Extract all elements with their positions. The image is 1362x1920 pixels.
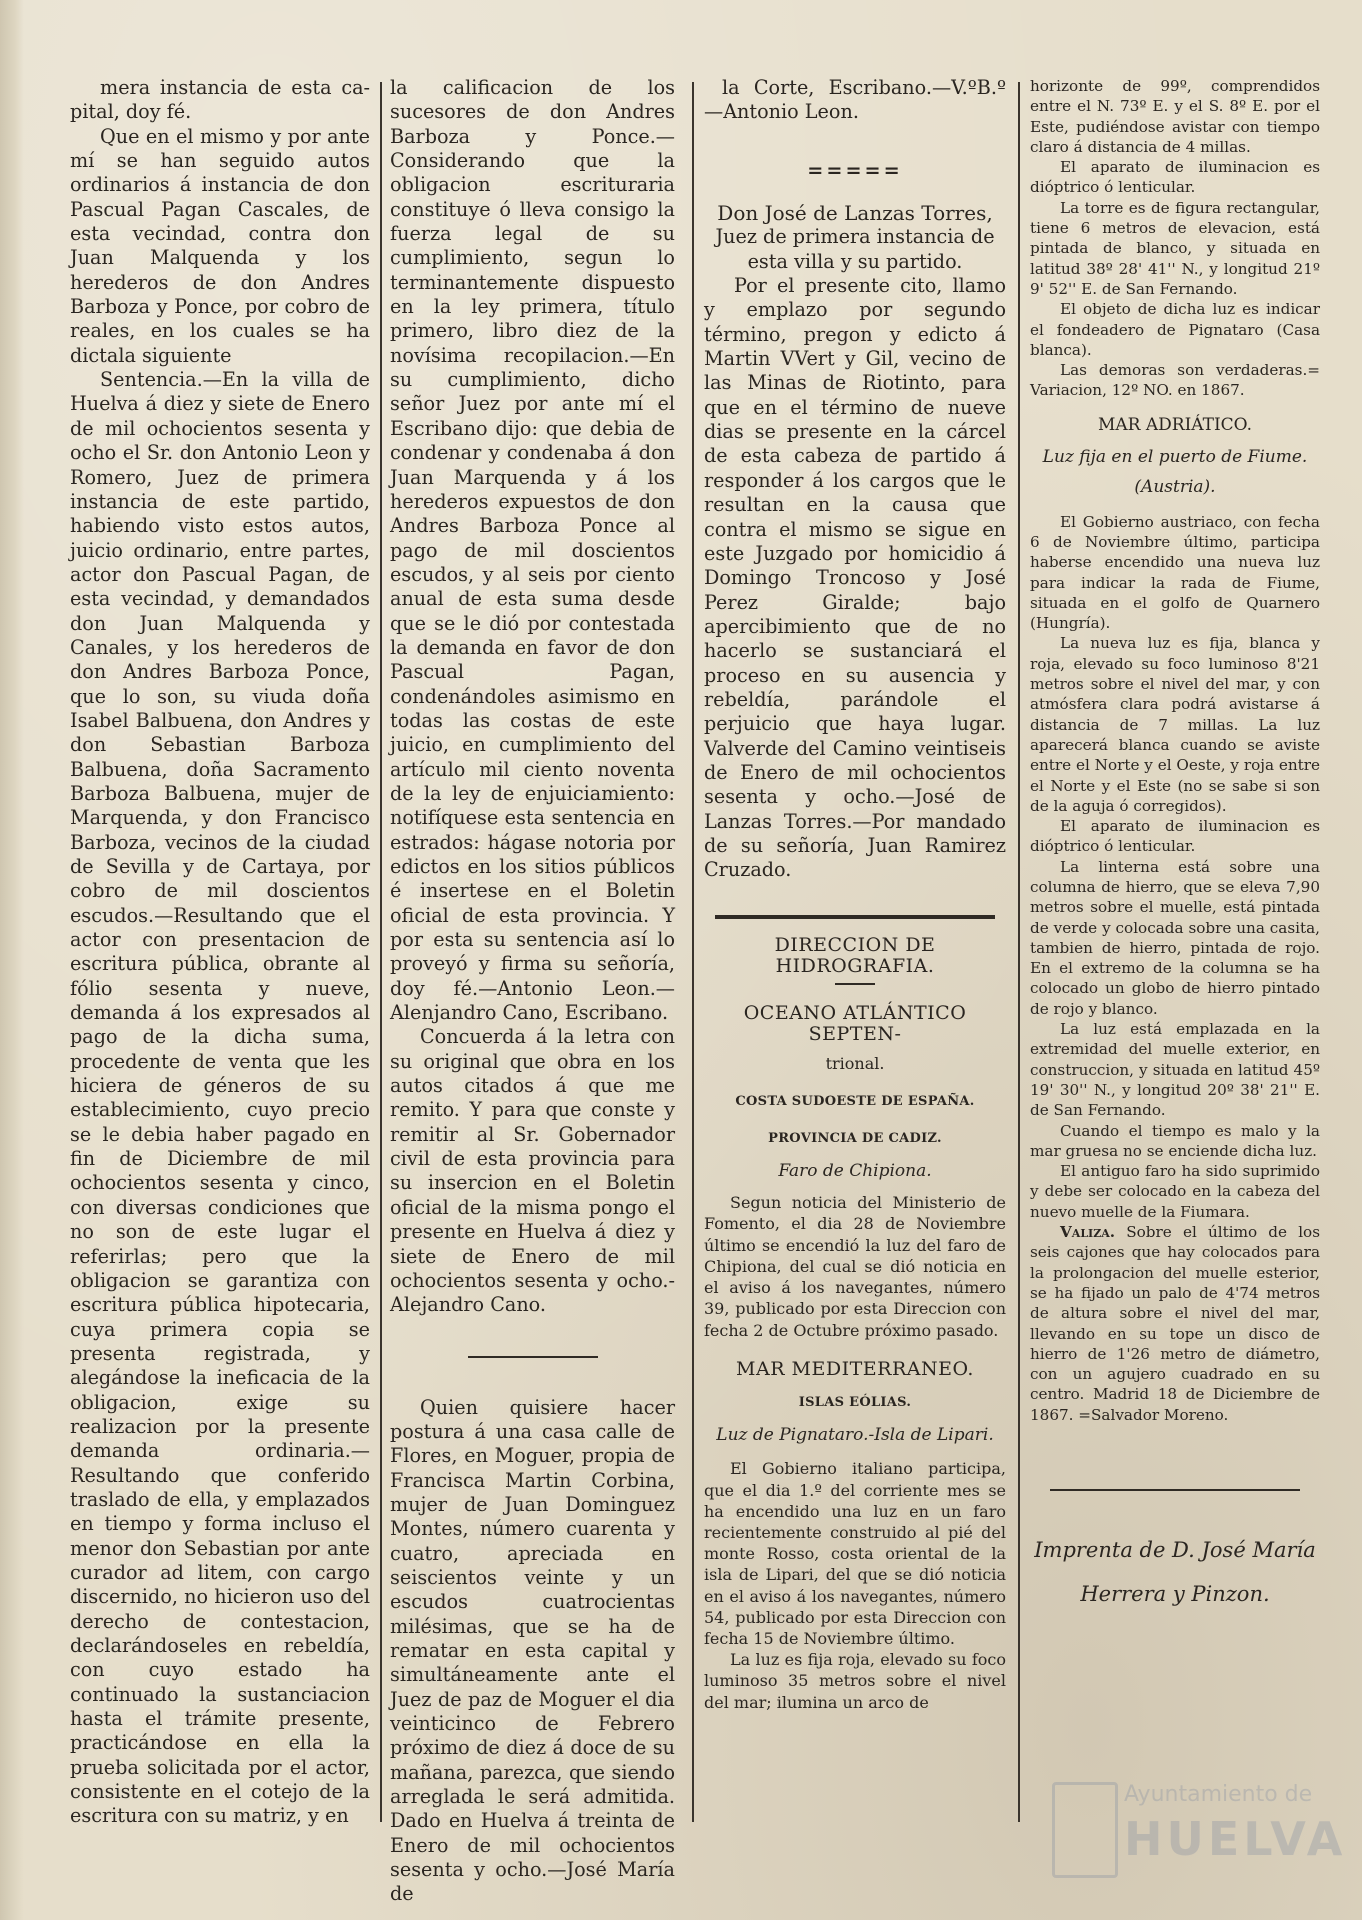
column-rule	[1018, 82, 1020, 1822]
column-4	[1030, 76, 1320, 1611]
notice-title: Don José de Lanzas Torres,	[717, 201, 993, 226]
paragraph: El aparato de iluminacion es dióptrico ó lenticular.	[1030, 817, 1320, 856]
paragraph: horizonte de 99º, comprendidos entre el N. 73º E. y el S. 8º E. por el Este, pudiéndose avistar con tiempo claro á distancia de 4 millas.	[1030, 77, 1320, 156]
paragraph: Que en el mismo y por ante mí se han seguido autos ordinarios á instancia de don Pascual Pagan Cascales, de esta vecindad, contra don Juan Malquenda y los herederos de don Andres Barboza y Ponce, por cobro de reales, en los cuales se ha dictala siguiente	[70, 124, 370, 367]
subsection-heading: COSTA SUDOESTE DE ESPAÑA.	[735, 1093, 975, 1109]
paragraph: La linterna está sobre una columna de hierro, que se eleva 7,90 metros sobre el muelle, está pintada de verde y colocada sobre una casita, tambien de hierro, pintada de rojo. En el extremo de la columna se ha colocado un globo de hierro pintado de rojo y blanco.	[1030, 857, 1320, 1018]
section-divider	[715, 915, 995, 919]
imprint-line: Herrera y Pinzon.	[1080, 1582, 1270, 1606]
column-3	[704, 76, 1006, 1713]
valiza-label: Valiza.	[1060, 1223, 1116, 1242]
section-divider	[1050, 1489, 1300, 1491]
imprint	[1030, 1533, 1320, 1611]
paragraph: Concuerda á la letra con su original que obra en los autos citados á que me remito. Y para que conste y remitir al Sr. Gobernador civil de esta provincia para su insercion en el Boletin oficial de la misma pongo el presente en Huelva á diez y siete de Enero de mil ochocientos sesenta y ocho.-Alejandro Cano.	[390, 1025, 675, 1317]
section-heading: trional.	[825, 1054, 885, 1074]
paragraph: Por el presente cito, llamo y emplazo por segundo término, pregon y edicto á Martin VVert y Gil, vecino de las Minas de Riotinto, para que en el término de nueve dias se presente en la cárcel de esta cabeza de partido á responder á los cargos que le resultan en la causa que contra el mismo se sigue en este Juzgado por homicidio á Domingo Troncoso y José Perez Giralde; bajo apercibimiento que de no hacerlo se sustanciará el proceso en su ausencia y rebeldía, parándole el perjuicio que haya lugar. Valverde del Camino veintiseis de Enero de mil ochocientos sesenta y ocho.—José de Lanzas Torres.—Por mandado de su señoría, Juan Ramirez Cruzado.	[704, 274, 1006, 882]
notice-subtitle: Juez de primera instancia de esta villa y su partido.	[715, 225, 995, 273]
paragraph: El aparato de iluminacion es dióptrico ó lenticular.	[1030, 158, 1320, 197]
paragraph: El objeto de dicha luz es indicar el fondeadero de Pignataro (Casa blanca).	[1030, 300, 1320, 359]
watermark-text: HUELVA	[1124, 1812, 1347, 1866]
paragraph: La luz está emplazada en la extremidad del muelle exterior, en construccion, y situada en latitud 45º 19' 30'' N., y longitud 20º 38' 21'' E. de San Fernando.	[1030, 1020, 1320, 1120]
paragraph: Las demoras son verdaderas.= Variacion, 12º NO. en 1867.	[1030, 361, 1320, 400]
paragraph: Sentencia.—En la villa de Huelva á diez y siete de Enero de mil ochocientos sesenta y ocho el Sr. don Antonio Leon y Romero, Juez de primera instancia de este partido, habiendo visto estos autos, juicio ordinario, entre partes, actor don Pascual Pagan, de esta vecindad, y demandados don Juan Malquenda y Canales, y los herederos de don Andres Barboza Ponce, que lo son, su viuda doña Isabel Balbuena, don Andres y don Sebastian Barboza Balbuena, doña Sacramento Barboza Balbuena, mujer de Marquenda, y don Francisco Barboza, vecinos de la ciudad de Sevilla y de Cartaya, por cobro de mil doscientos escudos.—Resultando que el actor con presentacion de escritura pública, obrante al fólio sesenta y nueve, demanda á los expresados al pago de la dicha suma, procedente de venta que les hiciera de géneros de su establecimiento, cuyo precio se le debia haber pagado en fin de Diciembre de mil ochocientos sesenta y cinco, con diversas condiciones que no son de este lugar el referirlas; pero que la obligacion se garantiza con escritura pública hipotecaria, cuya primera copia se presenta registrada, y alegándose la ineficacia de la obligacion, exige su realizacion por la presente demanda ordinaria.—Resultando que conferido traslado de ella, y emplazados en tiempo y forma incluso el menor don Sebastian por ante curador ad litem, con cargo discernido, no hicieron uso del derecho de contestacion, declarándoseles en rebeldía, con cuyo estado ha continuado la sustanciacion hasta el trámite presente, practicándose en ella la prueba solicitada por el actor, consistente en el cotejo de la escritura con su matriz, y en	[70, 368, 370, 1828]
watermark-emblem-icon	[1052, 1782, 1118, 1878]
subsection-heading: Luz fija en el puerto de Fiume.	[1042, 447, 1308, 468]
subsection-heading: Luz de Pignataro.-Isla de Lipari.	[716, 1425, 994, 1446]
section-heading: DIRECCION DE HIDROGRAFIA.	[774, 933, 936, 977]
paragraph: Cuando el tiempo es malo y la mar gruesa no se enciende dicha luz.	[1030, 1121, 1320, 1160]
paragraph: mera instancia de esta ca-pital, doy fé.	[70, 76, 370, 124]
paragraph: El Gobierno austriaco, con fecha 6 de Noviembre último, participa haberse encendido una nueva luz para indicar la rada de Fiume, situada en el golfo de Quarnero (Hungría).	[1030, 512, 1320, 633]
paragraph: la calificacion de los sucesores de don Andres Barboza y Ponce.—Considerando que la obligacion escrituraria constituye ó lleva consigo la fuerza legal de su cumplimiento, segun lo terminantemente dispuesto en la ley primera, título primero, libro diez de la novísima recopilacion.—En su cumplimiento, dicho señor Juez por ante mí el Escribano dijo: que debia de condenar y condenaba á don Juan Marquenda y á los herederos expuestos de don Andres Barboza Ponce al pago de mil doscientos escudos, y al seis por ciento anual de esta suma desde que se le dió por contestada la demanda en favor de don Pascual Pagan, condenándoles asimismo en todas las costas de este juicio, en cumplimiento del artículo mil ciento noventa de la ley de enjuiciamiento: notifíquese esta sentencia en estrados: hágase notoria por edictos en los sitios públicos é insertese en el Boletin oficial de esta provincia. Y por esta su sentencia así lo proveyó y firma su señoría, doy fé.—Antonio Leon.—Alenjandro Cano, Escribano.	[390, 76, 675, 1025]
paragraph: La nueva luz es fija, blanca y roja, elevado su foco luminoso 8'21 metros sobre el nivel del mar, y con atmósfera clara podrá avistarse á distancia de 7 millas. La luz aparecerá blanca cuando se aviste entre el Norte y el Oeste, y roja entre el Norte y el Este (no se sabe si son de la aguja ó corregidos).	[1030, 634, 1320, 815]
section-heading: MAR ADRIÁTICO.	[1097, 414, 1253, 435]
subsection-heading: ISLAS EÓLIAS.	[798, 1394, 912, 1410]
page-edge	[0, 0, 24, 1920]
imprint-line: Imprenta de D. José María	[1034, 1538, 1316, 1562]
paragraph: La luz es fija roja, elevado su foco luminoso 35 metros sobre el nivel del mar; ilumina un arco de	[704, 1650, 1006, 1712]
subsection-heading: (Austria).	[1134, 477, 1216, 498]
paragraph: El Gobierno italiano participa, que el dia 1.º del corriente mes se ha encendido una luz en un faro recientemente construido al pié del monte Rosso, costa oriental de la isla de Lipari, del que se dió noticia en el aviso á los navegantes, número 54, publicado por esta Direccion con fecha 15 de Noviembre último.	[704, 1459, 1006, 1648]
section-heading: MAR MEDITERRANEO.	[736, 1357, 974, 1380]
hydrography-notice	[704, 935, 1006, 1713]
column-2	[390, 76, 675, 1907]
valiza-text: Sobre el último de los seis cajones que hay colocados para la prolongacion del muelle esterior, se ha fijado un palo de 4'74 metros de altura sobre el nivel del mar, llevando en su tope un disco de hierro de 1'26 metro de diámetro, con un agujero cuadrado en su centro. Madrid 18 de Diciembre de 1867. =Salvador Moreno.	[1030, 1223, 1320, 1424]
paragraph: la Corte, Escribano.—V.ºB.º —Antonio Leon.	[704, 76, 1006, 124]
paragraph: El antiguo faro ha sido suprimido y debe ser colocado en la cabeza del nuevo muelle de la Fiumara.	[1030, 1162, 1320, 1221]
column-1	[70, 76, 370, 1829]
paragraph: Quien quisiere hacer postura á una casa calle de Flores, en Moguer, propia de Francisca Martin Corbina, mujer de Juan Dominguez Montes, número cuarenta y cuatro, apreciada en seiscientos veinte y un escudos cuatrocientas milésimas, que se ha de rematar en esta capital y simultáneamente ante el Juez de paz de Moguer el dia veinticinco de Febrero próximo de diez á doce de su mañana, parezca, que siendo arreglada le será admitida. Dado en Huelva á treinta de Enero de mil ochocientos sesenta y ocho.—José María de	[390, 1395, 675, 1906]
column-rule	[380, 82, 382, 1822]
column-rule	[692, 82, 694, 1822]
subsection-heading: PROVINCIA DE CADIZ.	[768, 1130, 942, 1146]
watermark-logo	[1052, 1770, 1352, 1890]
section-divider	[468, 1356, 598, 1358]
section-heading: OCEANO ATLÁNTICO SEPTEN-	[743, 1002, 967, 1046]
watermark-text: Ayuntamiento de	[1124, 1782, 1313, 1807]
paragraph: Segun noticia del Ministerio de Fomento, el dia 28 de Noviembre último se encendió la luz del faro de Chipiona, del cual se dió noticia en el aviso á los navegantes, número 39, publicado por esta Direccion con fecha 2 de Octubre próximo pasado.	[704, 1193, 1006, 1340]
paragraph	[1030, 1222, 1320, 1425]
dash-divider: =====	[807, 158, 903, 182]
subsection-heading: Faro de Chipiona.	[778, 1161, 932, 1182]
paragraph: La torre es de figura rectangular, tiene 6 metros de elevacion, está pintada de blanco, y situada en latitud 38º 28' 41'' N., y longitud 21º 9' 52'' E. de San Fernando.	[1030, 198, 1320, 298]
heading-underline	[835, 983, 875, 985]
